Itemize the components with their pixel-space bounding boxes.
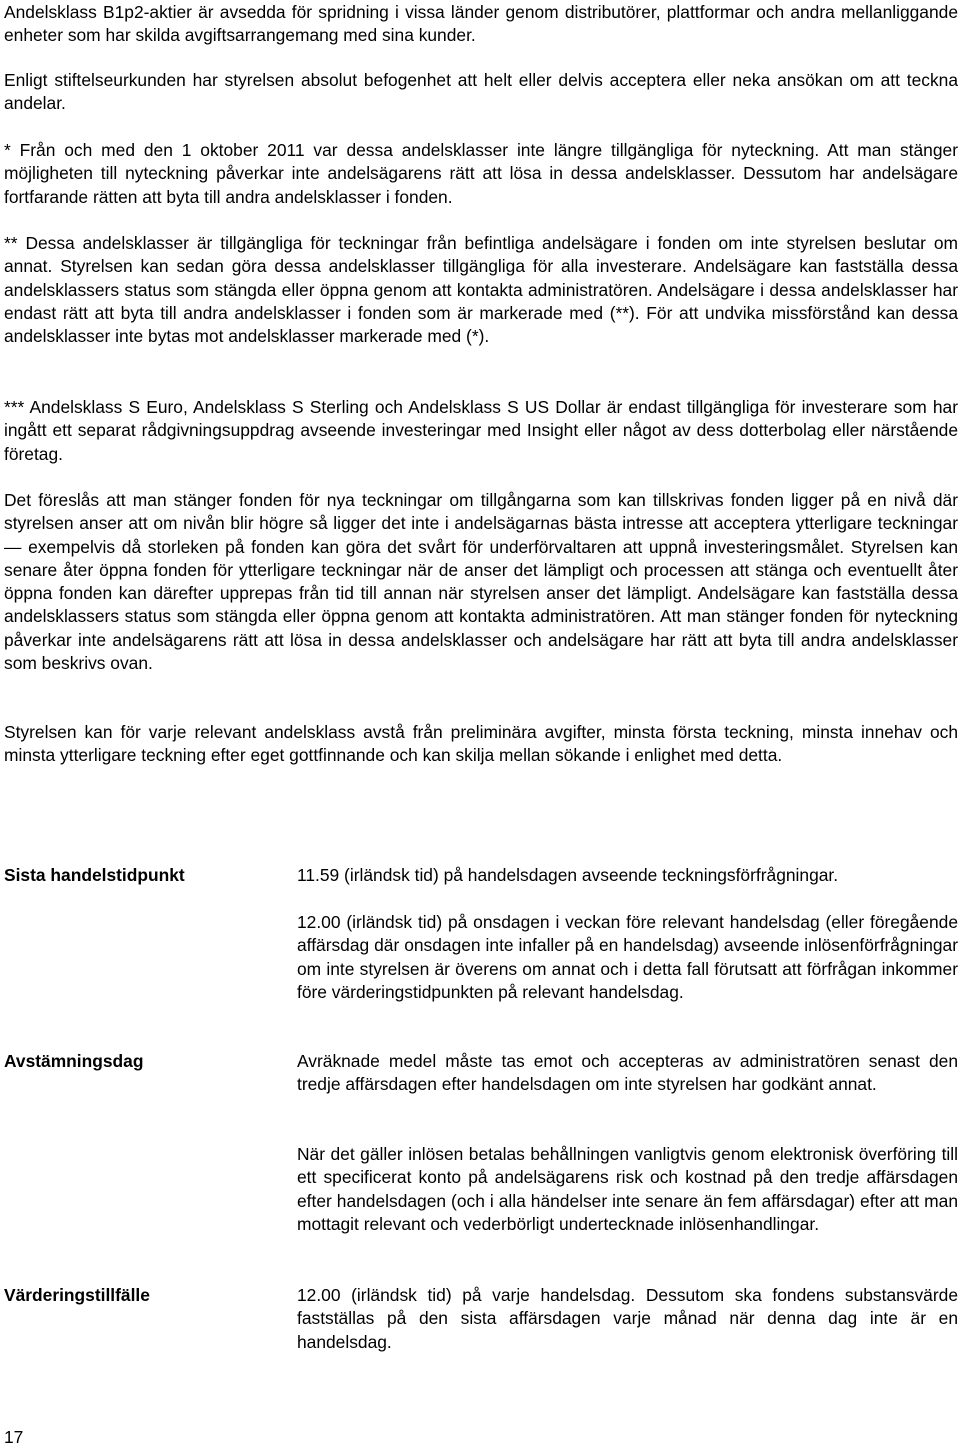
paragraph-board-waiver: Styrelsen kan för varje relevant andelsklass avstå från preliminära avgifter, minsta första teckning, minsta innehav och minsta ytterligare teckning efter eget gottfinnande och kan skilja mellan sökande i enlighet med detta. bbox=[4, 722, 958, 766]
paragraph-footnote-triple-asterisk: *** Andelsklass S Euro, Andelsklass S Sterling och Andelsklass S US Dollar är endast tillgängliga för investerare som har ingått ett separat rådgivningsuppdrag avseende investeringar med Insight eller något av dess dotterbolag eller närstående företag. bbox=[4, 397, 958, 464]
definition-text-avstamningsdag-settlement: Avräknade medel måste tas emot och accepteras av administratören senast den tredje affärsdagen efter handelsdagen om inte styrelsen har godkänt annat. bbox=[297, 1051, 958, 1095]
definition-text-avstamningsdag-redemption: När det gäller inlösen betalas behållningen vanligtvis genom elektronisk överföring till ett specificerat konto på andelsägarens risk och kostnad på den tredje affärsdagen efter handelsdagen (och i alla händelser inte senare än fem affärsdagar) efter att man mottagit relevant och vederbörligt undertecknade inlösenhandlingar. bbox=[297, 1144, 958, 1234]
paragraph-subscription-acceptance: Enligt stiftelseurkunden har styrelsen absolut befogenhet att helt eller delvis acceptera eller neka ansökan om att teckna andelar. bbox=[4, 70, 958, 114]
definition-label-sista-handelstidpunkt: Sista handelstidpunkt bbox=[4, 865, 185, 885]
paragraph-b1p2-distribution: Andelsklass B1p2-aktier är avsedda för spridning i vissa länder genom distributörer, plattformar och andra mellanliggande enheter som har skilda avgiftsarrangemang med sina kunder. bbox=[4, 2, 958, 46]
paragraph-footnote-single-asterisk: * Från och med den 1 oktober 2011 var dessa andelsklasser inte längre tillgängliga för nyteckning. Att man stänger möjligheten till nyteckning påverkar inte andelsägarens rätt att lösa in dessa andelsklasser. Dessutom har andelsägare fortfarande rätten att byta till andra andelsklasser i fonden. bbox=[4, 140, 958, 207]
paragraph-footnote-double-asterisk: ** Dessa andelsklasser är tillgängliga för teckningar från befintliga andelsägare i fonden om inte styrelsen beslutar om annat. Styrelsen kan sedan göra dessa andelsklasser tillgängliga för alla investerare. Andelsägare kan fastställa dessa andelsklassers status som stängda eller öppna genom att kontakta administratören. Andelsägare i dessa andelsklasser har endast rätt att byta till andra andelsklasser i fonden som är markerade med (**). För att undvika missförstånd kan dessa andelsklasser inte bytas mot andelsklasser markerade med (*). bbox=[4, 233, 958, 347]
paragraph-fund-closure: Det föreslås att man stänger fonden för nya teckningar om tillgångarna som kan tillskrivas fonden ligger på en nivå där styrelsen anser att om nivån blir högre så ligger det inte i andelsägarnas bästa intresse att acceptera ytterligare teckningar — exempelvis då storleken på fonden kan göra det svårt för underförvaltaren att uppnå investeringsmålet. Styrelsen kan senare åter öppna fonden för ytterligare teckningar när de anser det lämpligt och processen att stänga och eventuellt åter öppna fonden kan därefter upprepas från tid till annan när styrelsen anser det lämpligt. Andelsägare kan fastställa dessa andelsklassers status som stängda eller öppna genom att kontakta administratören. Att man stänger fonden för nyteckning påverkar inte andelsägarens rätt att lösa in dessa andelsklasser och andelsägare har rätt att byta till andra andelsklasser som beskrivs ovan. bbox=[4, 490, 958, 674]
definition-label-avstamningsdag: Avstämningsdag bbox=[4, 1051, 144, 1071]
definition-label-varderingstillfalle: Värderingstillfälle bbox=[4, 1285, 150, 1305]
definition-text-sista-handelstidpunkt-redemption: 12.00 (irländsk tid) på onsdagen i veckan före relevant handelsdag (eller föregående affärsdag där onsdagen inte infaller på en handelsdag) avseende inlösenförfrågningar om inte styrelsen är överens om annat och i detta fall förutsatt att förfrågan inkommer före värderingstidpunkten på relevant handelsdag. bbox=[297, 912, 958, 1002]
definition-text-sista-handelstidpunkt-subscription: 11.59 (irländsk tid) på handelsdagen avseende teckningsförfrågningar. bbox=[297, 865, 839, 885]
definition-text-varderingstillfalle: 12.00 (irländsk tid) på varje handelsdag. Dessutom ska fondens substansvärde fastställas på den sista affärsdagen varje månad när denna dag inte är en handelsdag. bbox=[297, 1285, 958, 1352]
page-number: 17 bbox=[4, 1427, 24, 1447]
